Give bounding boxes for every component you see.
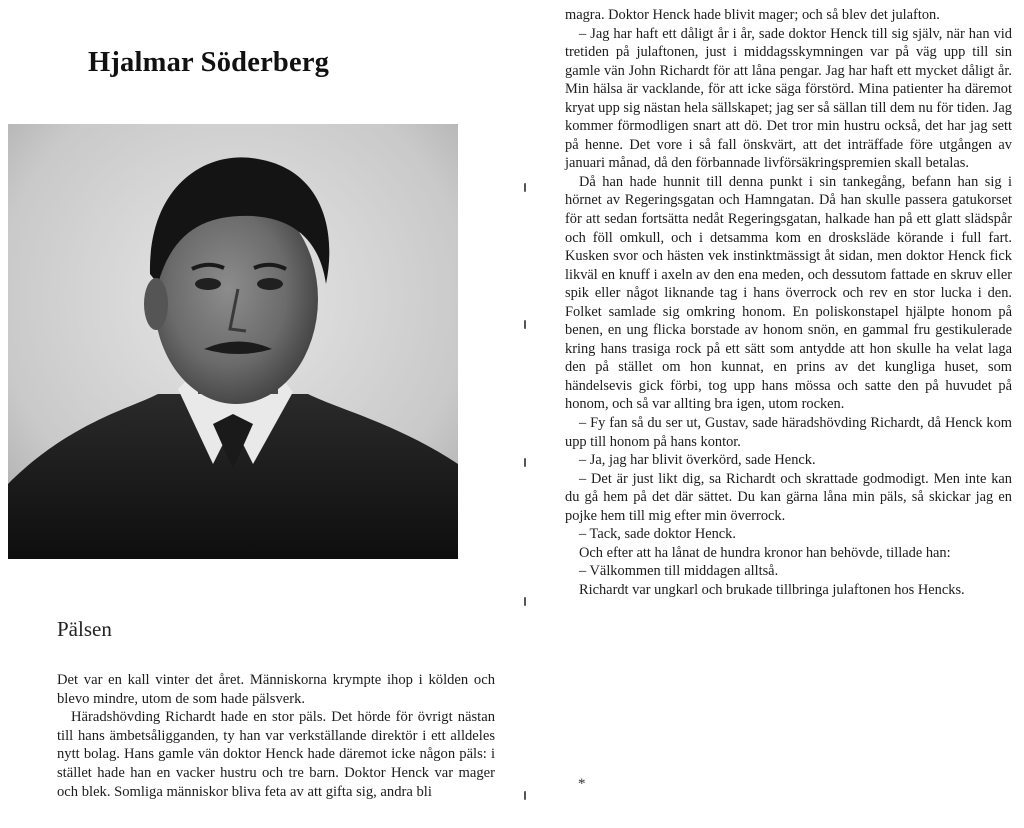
- paragraph: – Jag har haft ett dåligt år i år, sade doktor Henck till sig själv, när han vid tretiden på julaftonen, just i middagsskymningen var på väg upp till sin gamle vän John Richardt för att låna pengar. Jag har haft ett mycket dåligt år. Min hälsa är vacklande, för att icke säga förstörd. Mina patienter ha däremot kryat upp sig nästan hela sällskapet; jag ser så sällan till dem nu för tiden. Jag kommer förmodligen snart att dö. Det tror min hustru också, det har jag sett på henne. Det vore i så fall önskvärt, att det inträffade före utgången av januari månad, då den förbannade livförsäkringspremien skall betalas.: [565, 25, 1012, 172]
- paragraph: – Ja, jag har blivit överkörd, sade Henck.: [579, 452, 816, 469]
- paragraph: – Det är just likt dig, sa Richardt och skrattade godmodigt. Men inte kan du gå hem på det där sättet. Du kan gärna låna min päls, så skickar jag en pojke hem till mig efter min överrock.: [565, 470, 1012, 524]
- paragraph: Häradshövding Richardt hade en stor päls. Det hörde för övrigt nästan till hans ämbetsåligganden, ty han var verkställande direktör i ett alldeles nytt bolag. Hans gamle vän doktor Henck hade däremot icke någon päls: i stället hade han en vacker hustru och tre barn. Doktor Henck var mager och blek. Somliga människor bliva feta av att gifta sig, andra bli: [57, 709, 495, 800]
- story-title: Pälsen: [57, 617, 112, 641]
- paragraph: – Fy fan så du ser ut, Gustav, sade häradshövding Richardt, då Henck kom upp till honom på hans kontor.: [565, 415, 1012, 450]
- author-portrait: [8, 124, 458, 559]
- paragraph: Och efter att ha lånat de hundra kronor han behövde, tillade han:: [579, 544, 951, 561]
- paragraph: Det var en kall vinter det året. Människorna krympte ihop i kölden och blevo mindre, utom de som hade pälsverk.: [57, 672, 495, 707]
- paragraph: magra. Doktor Henck hade blivit mager; och så blev det julafton.: [565, 7, 940, 23]
- end-mark: *: [578, 776, 586, 792]
- paragraph: Richardt var ungkarl och brukade tillbringa julaftonen hos Hencks.: [579, 581, 965, 598]
- right-body-text: [565, 6, 1012, 600]
- right-page: [515, 0, 1024, 828]
- left-body-text: [57, 671, 495, 801]
- paragraph: Då han hade hunnit till denna punkt i sin tankegång, befann han sig i hörnet av Regeringsgatan och Hamngatan. Då han skulle passera gatukorset för att sedan fortsätta nedåt Regeringsgatan, halkade han på ett glatt slädspår och föll omkull, och i detsamma kom en drosksläde körande i full fart. Kusken svor och hästen vek instinktmässigt åt sidan, men doktor Henck fick likväl en knuff i axeln av den ena meden, och dessutom fattade en skruv eller spik eller något liknande tag i hans överrock och rev en stor lucka i den. Folket samlade sig omkring honom. En poliskonstapel hjälpte honom på benen, en ung flicka borstade av honom snön, en gammal fru gestikulerade kring hans trasiga rock på ett sätt som antydde att hon skulle ha velat laga den på stället om hon kunnat, en prins av det kungliga huset, som händelsevis gick förbi, tog upp hans mössa och satte den på huvudet på honom, och så var allting bra igen, utom rocken.: [565, 173, 1012, 413]
- paragraph: – Välkommen till middagen alltså.: [579, 563, 779, 580]
- paragraph: – Tack, sade doktor Henck.: [579, 526, 736, 543]
- author-name: Hjalmar Söderberg: [88, 47, 330, 78]
- portrait-photo-icon: [8, 124, 458, 559]
